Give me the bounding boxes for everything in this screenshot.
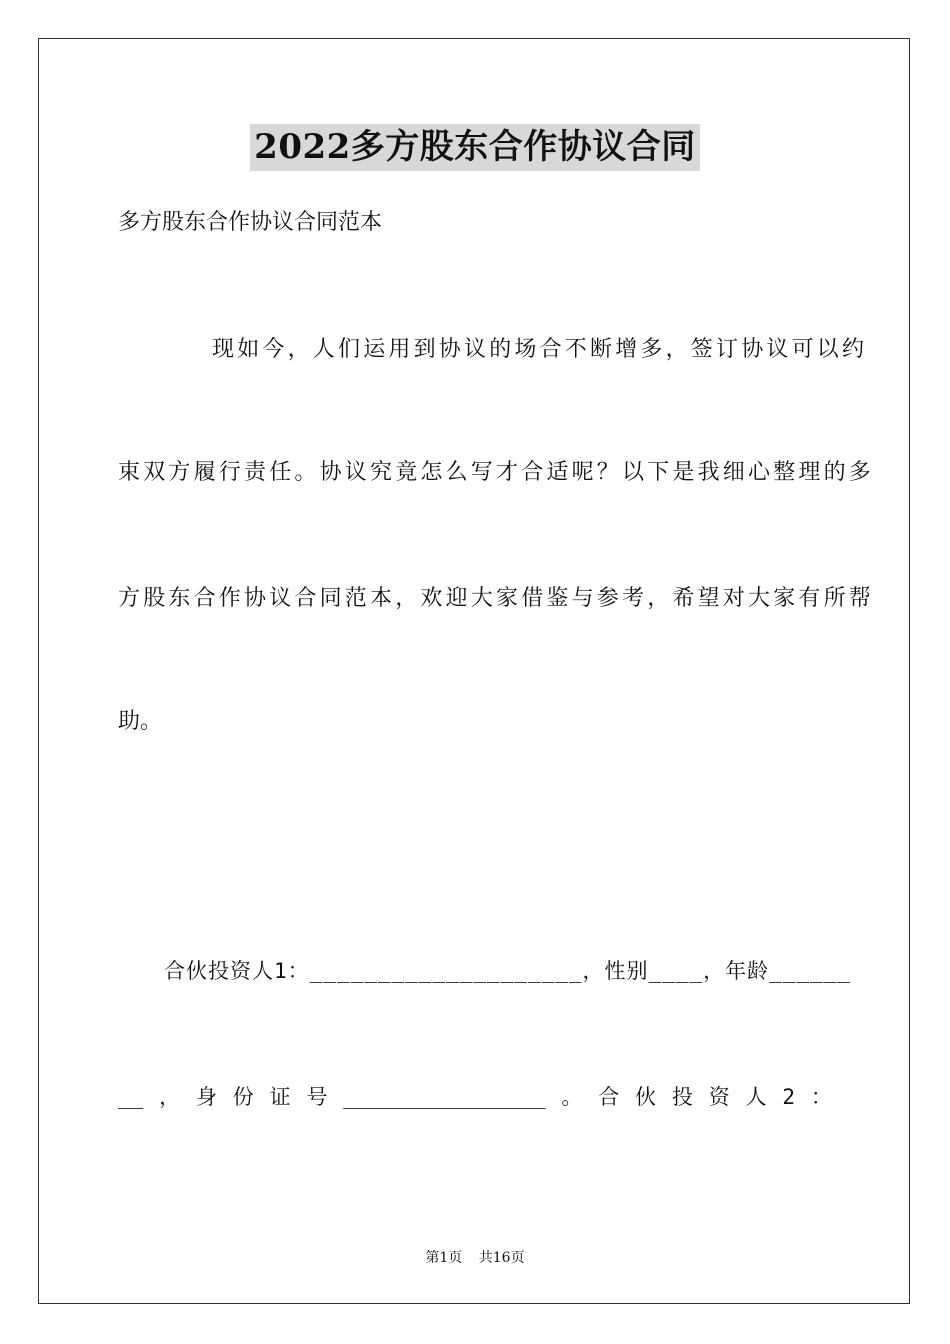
page-number: 第1页 bbox=[425, 1250, 463, 1266]
form-blank: ________________ bbox=[343, 1085, 546, 1109]
page-total: 共16页 bbox=[478, 1250, 525, 1266]
form-line-investor-1: 合伙投资人1：____________________，性别____，年龄______ bbox=[164, 959, 851, 983]
form-text: 身 bbox=[195, 1085, 217, 1109]
form-line-id-number bbox=[118, 1082, 832, 1112]
form-text: 号 bbox=[306, 1085, 328, 1109]
document-title: 2022多方股东合作协议合同 bbox=[250, 124, 700, 171]
form-text: 。 bbox=[561, 1085, 583, 1109]
form-text: 2 bbox=[782, 1085, 796, 1109]
paragraph-line-1: 现如今，人们运用到协议的场合不断增多，签订协议可以约 bbox=[212, 337, 868, 362]
page-footer bbox=[0, 1247, 950, 1267]
form-text: 份 bbox=[232, 1085, 254, 1109]
title-container bbox=[0, 124, 950, 171]
document-subtitle: 多方股东合作协议合同范本 bbox=[118, 210, 383, 235]
form-text: 投 bbox=[671, 1085, 693, 1109]
paragraph-line-3: 方股东合作协议合同范本，欢迎大家借鉴与参考，希望对大家有所帮 bbox=[118, 586, 875, 611]
form-text: ： bbox=[810, 1085, 832, 1109]
form-text: ， bbox=[159, 1085, 181, 1109]
form-text: 伙 bbox=[635, 1085, 657, 1109]
paragraph-line-4: 助。 bbox=[118, 709, 163, 734]
paragraph-line-2: 束双方履行责任。协议究竟怎么写才合适呢？以下是我细心整理的多 bbox=[118, 460, 875, 485]
form-text: 证 bbox=[269, 1085, 291, 1109]
form-text: 资 bbox=[708, 1085, 730, 1109]
form-text: 人 bbox=[745, 1085, 767, 1109]
form-blank: __ bbox=[118, 1085, 144, 1109]
form-text: 合 bbox=[598, 1085, 620, 1109]
